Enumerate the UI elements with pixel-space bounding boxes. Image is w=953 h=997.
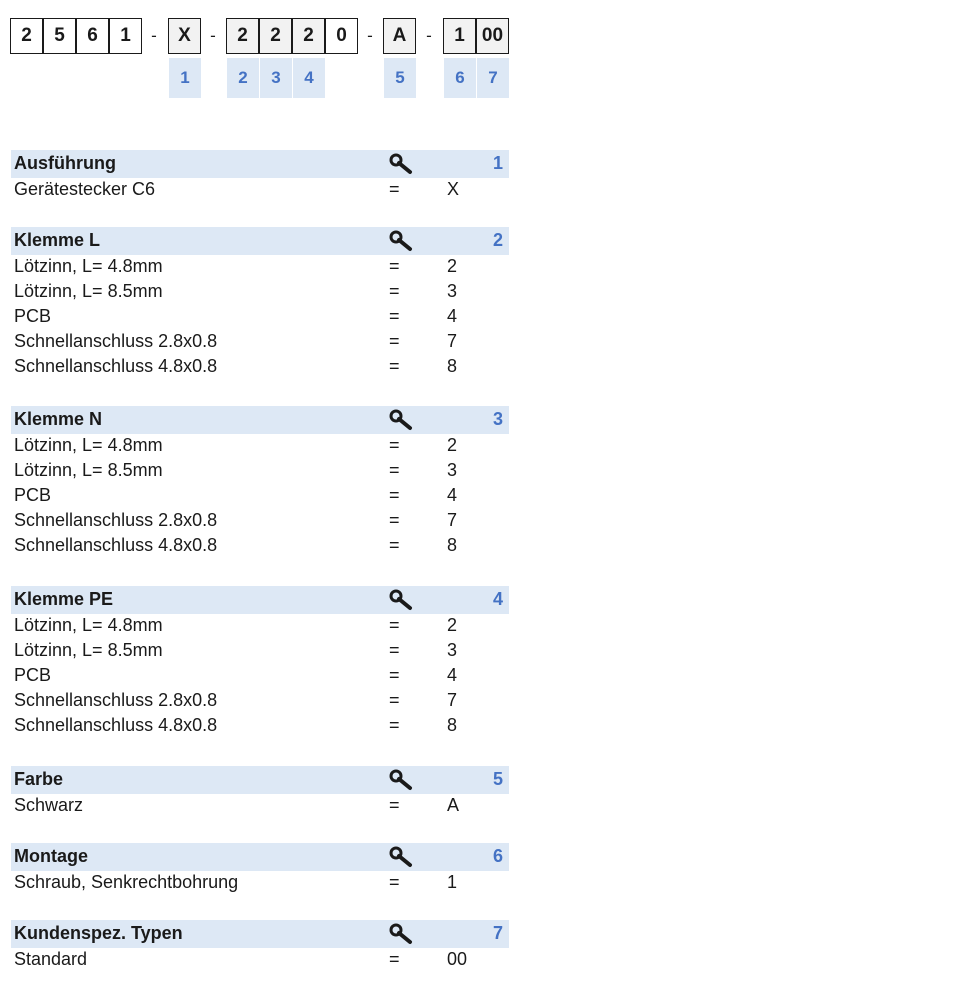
section-title: Ausführung (14, 153, 116, 173)
option-code: 7 (447, 690, 458, 710)
section-number: 6 (492, 846, 503, 866)
option-code: 8 (447, 715, 458, 735)
option-row (11, 664, 509, 689)
section-header (11, 227, 509, 255)
section-number: 4 (492, 589, 503, 609)
code-option-box: 2 (292, 18, 325, 54)
option-equals: = (389, 485, 400, 505)
code-digit-box: 6 (76, 18, 109, 54)
option-label: Schnellanschluss 4.8x0.8 (14, 715, 218, 735)
code-option-box: 00 (476, 18, 509, 54)
option-row (11, 871, 509, 896)
option-label: Schnellanschluss 2.8x0.8 (14, 510, 218, 530)
option-equals: = (389, 281, 400, 301)
option-label: Lötzinn, L= 8.5mm (14, 460, 163, 480)
option-equals: = (389, 535, 400, 555)
code-digit-box: 2 (10, 18, 43, 54)
option-code: 8 (447, 356, 458, 376)
code-option-box: X (168, 18, 201, 54)
option-code: 1 (447, 872, 458, 892)
code-option-box: 1 (443, 18, 476, 54)
option-row (11, 639, 509, 664)
position-index: 3 (260, 58, 292, 98)
option-equals: = (389, 331, 400, 351)
option-label: Schnellanschluss 4.8x0.8 (14, 356, 218, 376)
section-number: 5 (492, 769, 503, 789)
option-row (11, 255, 509, 280)
option-equals: = (389, 690, 400, 710)
key-icon[interactable] (389, 153, 415, 175)
option-row (11, 689, 509, 714)
option-label: PCB (14, 665, 52, 685)
option-row (11, 948, 509, 973)
option-equals: = (389, 615, 400, 635)
section-number: 1 (492, 153, 503, 173)
section-title: Farbe (14, 769, 64, 789)
position-index: 1 (169, 58, 201, 98)
section-header (11, 843, 509, 871)
option-equals: = (389, 435, 400, 455)
option-label: Lötzinn, L= 4.8mm (14, 256, 163, 276)
section-montage (11, 843, 509, 896)
section-klemme-n (11, 406, 509, 559)
section-number: 7 (492, 923, 503, 943)
option-label: Schnellanschluss 4.8x0.8 (14, 535, 218, 555)
section-number: 3 (492, 409, 503, 429)
code-digit-box: 1 (109, 18, 142, 54)
section-header (11, 406, 509, 434)
option-code: 7 (447, 510, 458, 530)
section-klemme-l (11, 227, 509, 380)
option-row (11, 305, 509, 330)
option-code: 3 (447, 640, 458, 660)
section-ausfuehrung (11, 150, 509, 203)
option-equals: = (389, 665, 400, 685)
option-label: Schnellanschluss 2.8x0.8 (14, 331, 218, 351)
section-title: Klemme L (14, 230, 101, 250)
code-option-box: 2 (226, 18, 259, 54)
option-equals: = (389, 256, 400, 276)
option-equals: = (389, 872, 400, 892)
section-title: Klemme PE (14, 589, 114, 609)
option-code: 8 (447, 535, 458, 555)
key-icon[interactable] (389, 769, 415, 791)
option-equals: = (389, 356, 400, 376)
key-icon[interactable] (389, 846, 415, 868)
option-row (11, 509, 509, 534)
option-row (11, 484, 509, 509)
option-row (11, 714, 509, 739)
position-index: 7 (477, 58, 509, 98)
option-label: Schraub, Senkrechtbohrung (14, 872, 239, 892)
option-row (11, 534, 509, 559)
section-klemme-pe (11, 586, 509, 739)
section-title: Montage (14, 846, 88, 866)
option-row (11, 280, 509, 305)
option-label: Schnellanschluss 2.8x0.8 (14, 690, 218, 710)
option-code: 3 (447, 460, 458, 480)
option-code: 4 (447, 485, 458, 505)
section-header (11, 766, 509, 794)
option-equals: = (389, 179, 400, 199)
option-row (11, 459, 509, 484)
section-number: 2 (492, 230, 503, 250)
code-separator: - (367, 26, 373, 45)
option-code: 3 (447, 281, 458, 301)
key-icon[interactable] (389, 230, 415, 252)
option-row (11, 434, 509, 459)
code-separator: - (210, 26, 216, 45)
position-index: 5 (384, 58, 416, 98)
option-equals: = (389, 640, 400, 660)
option-code: 2 (447, 435, 458, 455)
option-equals: = (389, 510, 400, 530)
key-icon[interactable] (389, 409, 415, 431)
section-header (11, 920, 509, 948)
option-label: Gerätestecker C6 (14, 179, 156, 199)
section-header (11, 586, 509, 614)
section-kundenspez-typen (11, 920, 509, 973)
option-code: 2 (447, 615, 458, 635)
option-equals: = (389, 306, 400, 326)
key-icon[interactable] (389, 923, 415, 945)
code-digit-box: 0 (325, 18, 358, 54)
position-index: 2 (227, 58, 259, 98)
option-equals: = (389, 715, 400, 735)
option-equals: = (389, 949, 400, 969)
code-separator: - (426, 26, 432, 45)
option-row (11, 614, 509, 639)
position-index: 4 (293, 58, 325, 98)
option-row (11, 330, 509, 355)
option-label: Lötzinn, L= 4.8mm (14, 435, 163, 455)
section-farbe (11, 766, 509, 819)
section-title: Klemme N (14, 409, 103, 429)
option-row (11, 794, 509, 819)
option-equals: = (389, 460, 400, 480)
option-code: A (447, 795, 460, 815)
option-code: 2 (447, 256, 458, 276)
option-label: Schwarz (14, 795, 84, 815)
code-option-box: A (383, 18, 416, 54)
option-code: 7 (447, 331, 458, 351)
option-label: Lötzinn, L= 4.8mm (14, 615, 163, 635)
option-label: Lötzinn, L= 8.5mm (14, 640, 163, 660)
option-row (11, 178, 509, 203)
code-digit-box: 5 (43, 18, 76, 54)
key-icon[interactable] (389, 589, 415, 611)
option-code: X (447, 179, 460, 199)
option-code: 00 (447, 949, 468, 969)
option-label: Standard (14, 949, 88, 969)
option-code: 4 (447, 665, 458, 685)
option-label: PCB (14, 306, 52, 326)
option-label: Lötzinn, L= 8.5mm (14, 281, 163, 301)
section-title: Kundenspez. Typen (14, 923, 183, 943)
position-index: 6 (444, 58, 476, 98)
code-option-box: 2 (259, 18, 292, 54)
code-separator: - (151, 26, 157, 45)
option-equals: = (389, 795, 400, 815)
option-label: PCB (14, 485, 52, 505)
option-code: 4 (447, 306, 458, 326)
section-header (11, 150, 509, 178)
option-row (11, 355, 509, 380)
